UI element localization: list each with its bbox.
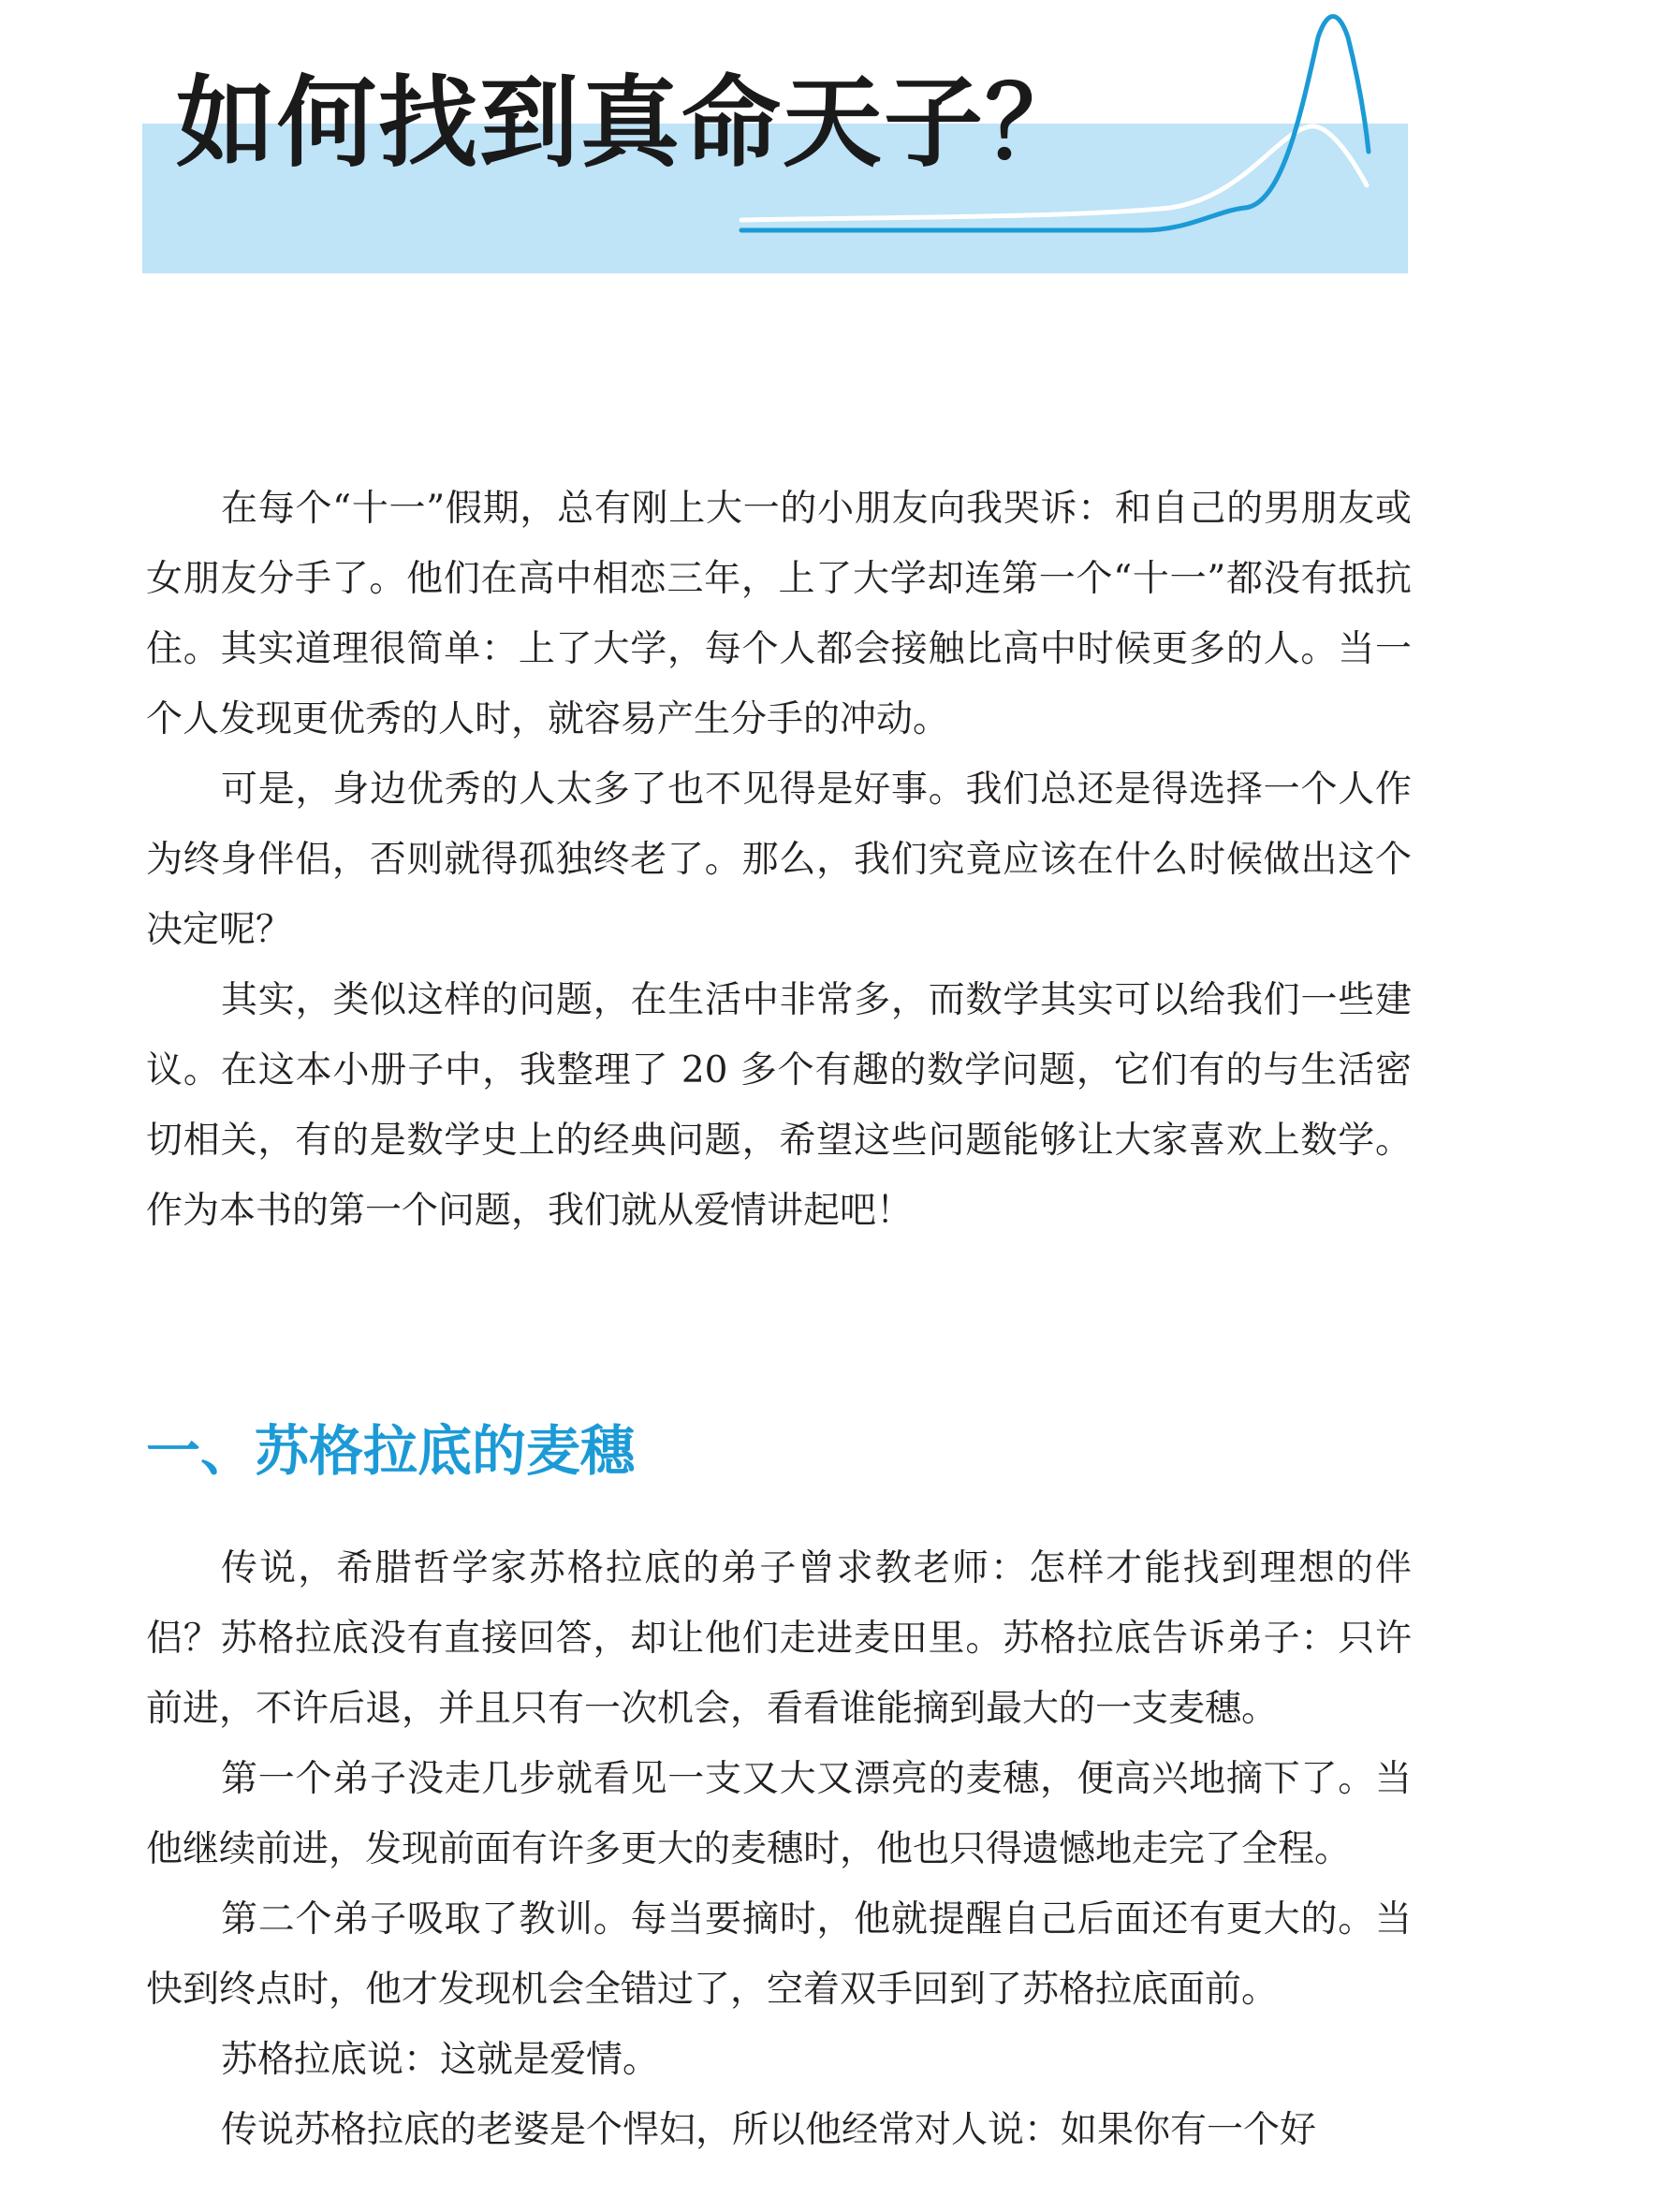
paragraph: 苏格拉底说：这就是爱情。 — [221, 2039, 660, 2081]
page-title: 如何找到真命天子？ — [176, 66, 1086, 181]
section-body — [146, 1533, 1412, 2165]
paragraph: 传说苏格拉底的老婆是个悍妇，所以他经常对人说：如果你有一个好 — [221, 2109, 1317, 2151]
paragraph: 在每个“十一”假期，总有刚上大一的小朋友向我哭诉：和自己的男朋友或女朋友分手了。他们在高中相恋三年，上了大学却连第一个“十一”都没有抵抗住。其实道理很简单：上了大学，每个人都会接触比高中时候更多的人。当一个人发现更优秀的人时，就容易产生分手的冲动。 — [146, 488, 1412, 740]
paragraph: 第二个弟子吸取了教训。每当要摘时，他就提醒自己后面还有更大的。当快到终点时，他才发现机会全错过了，空着双手回到了苏格拉底面前。 — [146, 1898, 1412, 2011]
paragraph: 传说，希腊哲学家苏格拉底的弟子曾求教老师：怎样才能找到理想的伴侣？苏格拉底没有直接回答，却让他们走进麦田里。苏格拉底告诉弟子：只许前进，不许后退，并且只有一次机会，看看谁能摘到最大的一支麦穗。 — [146, 1547, 1412, 1730]
paragraph: 其实，类似这样的问题，在生活中非常多，而数学其实可以给我们一些建议。在这本小册子中，我整理了 20 多个有趣的数学问题，它们有的与生活密切相关，有的是数学史上的经典问题，希望这些问题能够让大家喜欢上数学。作为本书的第一个问题，我们就从爱情讲起吧！ — [146, 979, 1412, 1232]
paragraph: 可是，身边优秀的人太多了也不见得是好事。我们总还是得选择一个人作为终身伴侣，否则就得孤独终老了。那么，我们究竟应该在什么时候做出这个决定呢？ — [146, 769, 1412, 951]
section-heading: 一、苏格拉底的麦穗 — [146, 1419, 636, 1483]
intro-text — [146, 474, 1412, 1246]
paragraph: 第一个弟子没走几步就看见一支又大又漂亮的麦穗，便高兴地摘下了。当他继续前进，发现前面有许多更大的麦穗时，他也只得遗憾地走完了全程。 — [146, 1758, 1412, 1870]
